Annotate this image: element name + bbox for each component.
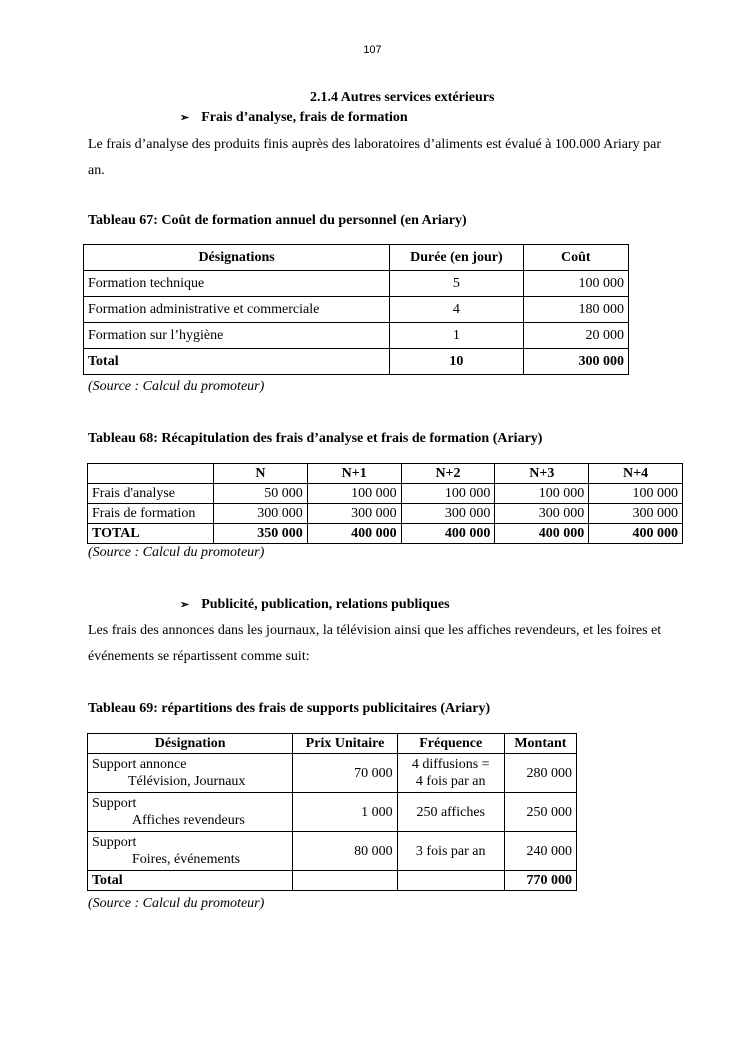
table67-source: (Source : Calcul du promoteur) bbox=[88, 379, 265, 394]
table-total-row bbox=[84, 349, 629, 375]
table-cell: 50 000 bbox=[214, 484, 308, 504]
table-cell: 770 000 bbox=[504, 871, 576, 891]
table-header-row bbox=[88, 734, 577, 754]
table-row bbox=[88, 754, 577, 793]
frequence-line2: 4 fois par an bbox=[415, 774, 486, 789]
header-cell: N+1 bbox=[307, 464, 401, 484]
table-cell: 300 000 bbox=[589, 504, 683, 524]
table-cell: 5 bbox=[390, 271, 523, 297]
table-cell: 180 000 bbox=[523, 297, 628, 323]
table-cell: Formation sur l’hygiène bbox=[84, 323, 390, 349]
table-cell: 400 000 bbox=[307, 524, 401, 544]
table-cell bbox=[293, 871, 397, 891]
table-cell: Formation administrative et commerciale bbox=[84, 297, 390, 323]
table-cell: Total bbox=[88, 871, 293, 891]
designation-line2: Télévision, Journaux bbox=[128, 774, 246, 789]
paragraph-publicite: Les frais des annonces dans les journaux, la télévision ainsi que les affiches revendeurs, et les foires et événements se répartissent comme suit: bbox=[88, 623, 662, 664]
header-cell bbox=[88, 464, 214, 484]
header-cell: Coût bbox=[523, 245, 628, 271]
frequence-line1: 4 diffusions = bbox=[411, 757, 490, 772]
table-cell bbox=[397, 871, 504, 891]
table69-source: (Source : Calcul du promoteur) bbox=[88, 896, 265, 911]
table-cell: 20 000 bbox=[523, 323, 628, 349]
designation-line1: Support bbox=[92, 796, 137, 811]
bullet-heading-publicite bbox=[180, 597, 450, 613]
table-cell: 400 000 bbox=[401, 524, 495, 544]
table-cell: 280 000 bbox=[504, 754, 576, 793]
table-cell: 1 000 bbox=[293, 793, 397, 832]
table-cell: Frais de formation bbox=[88, 504, 214, 524]
section-title: 2.1.4 Autres services extérieurs bbox=[310, 90, 495, 105]
table68-source: (Source : Calcul du promoteur) bbox=[88, 545, 265, 560]
designation-line2: Affiches revendeurs bbox=[132, 813, 245, 828]
table-total-row bbox=[88, 524, 683, 544]
designation-line2: Foires, événements bbox=[132, 852, 241, 867]
table-cell: 350 000 bbox=[214, 524, 308, 544]
header-cell: N+2 bbox=[401, 464, 495, 484]
table-cell: 240 000 bbox=[504, 832, 576, 871]
table-total-row bbox=[88, 871, 577, 891]
table-cell: 300 000 bbox=[523, 349, 628, 375]
table-cell: 300 000 bbox=[214, 504, 308, 524]
table-cell: 400 000 bbox=[589, 524, 683, 544]
table-row bbox=[88, 832, 577, 871]
bullet-heading-frais-label: Frais d’analyse, frais de formation bbox=[201, 110, 408, 125]
page-number: 107 bbox=[363, 44, 382, 56]
arrow-bullet-icon: ➢ bbox=[180, 112, 190, 124]
arrow-bullet-icon: ➢ bbox=[180, 599, 190, 611]
table-row bbox=[88, 793, 577, 832]
table-cell: 100 000 bbox=[523, 271, 628, 297]
designation-line1: Support annonce bbox=[92, 757, 187, 772]
table-69 bbox=[87, 733, 577, 891]
table-cell: Total bbox=[84, 349, 390, 375]
bullet-heading-frais bbox=[180, 110, 408, 126]
table-cell: Formation technique bbox=[84, 271, 390, 297]
header-cell: Désignation bbox=[88, 734, 293, 754]
table-cell: 300 000 bbox=[307, 504, 401, 524]
paragraph-frais-analyse: Le frais d’analyse des produits finis auprès des laboratoires d’aliments est évalué à 100.000 Ariary par an. bbox=[88, 137, 662, 178]
table-cell bbox=[88, 832, 293, 871]
table68-caption: Tableau 68: Récapitulation des frais d’analyse et frais de formation (Ariary) bbox=[88, 431, 543, 446]
table-header-row bbox=[84, 245, 629, 271]
table-row bbox=[84, 323, 629, 349]
table-cell: Frais d'analyse bbox=[88, 484, 214, 504]
header-cell: Prix Unitaire bbox=[293, 734, 397, 754]
table-cell: 250 000 bbox=[504, 793, 576, 832]
table-row bbox=[84, 297, 629, 323]
header-cell: N+4 bbox=[589, 464, 683, 484]
table-row bbox=[88, 484, 683, 504]
table-row bbox=[88, 504, 683, 524]
table-cell bbox=[88, 793, 293, 832]
designation-line1: Support bbox=[92, 835, 137, 850]
table-cell: 250 affiches bbox=[397, 793, 504, 832]
table-cell: 400 000 bbox=[495, 524, 589, 544]
header-cell: Désignations bbox=[84, 245, 390, 271]
table-cell: 100 000 bbox=[307, 484, 401, 504]
table-cell: 100 000 bbox=[401, 484, 495, 504]
header-cell: N bbox=[214, 464, 308, 484]
table67-caption: Tableau 67: Coût de formation annuel du personnel (en Ariary) bbox=[88, 213, 467, 228]
table-cell: 3 fois par an bbox=[397, 832, 504, 871]
table-cell: 100 000 bbox=[495, 484, 589, 504]
table-cell: TOTAL bbox=[88, 524, 214, 544]
table-68 bbox=[87, 463, 683, 544]
header-cell: Fréquence bbox=[397, 734, 504, 754]
table-row bbox=[84, 271, 629, 297]
table-cell: 100 000 bbox=[589, 484, 683, 504]
header-cell: Montant bbox=[504, 734, 576, 754]
table-cell: 70 000 bbox=[293, 754, 397, 793]
header-cell: Durée (en jour) bbox=[390, 245, 523, 271]
table-cell: 300 000 bbox=[495, 504, 589, 524]
table69-caption: Tableau 69: répartitions des frais de supports publicitaires (Ariary) bbox=[88, 701, 491, 716]
table-cell: 1 bbox=[390, 323, 523, 349]
bullet-heading-publicite-label: Publicité, publication, relations publiques bbox=[201, 597, 450, 612]
table-cell bbox=[88, 754, 293, 793]
header-cell: N+3 bbox=[495, 464, 589, 484]
table-cell: 4 bbox=[390, 297, 523, 323]
table-cell: 300 000 bbox=[401, 504, 495, 524]
table-cell: 80 000 bbox=[293, 832, 397, 871]
table-67 bbox=[83, 244, 629, 375]
table-cell bbox=[397, 754, 504, 793]
table-header-row bbox=[88, 464, 683, 484]
table-cell: 10 bbox=[390, 349, 523, 375]
